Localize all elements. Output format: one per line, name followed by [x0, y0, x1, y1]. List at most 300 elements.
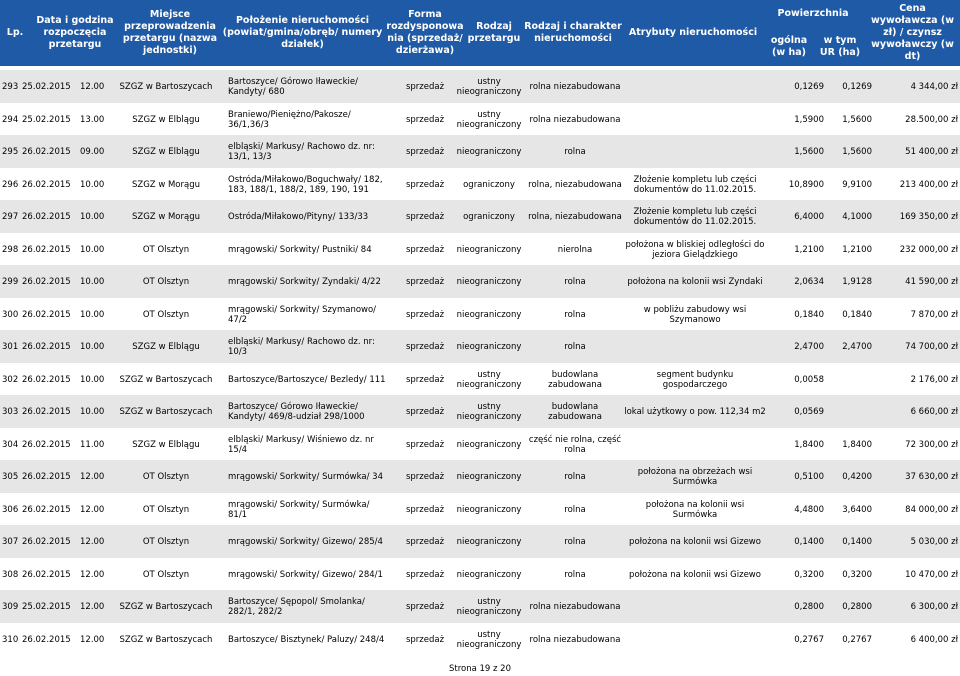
cell-place: [112, 168, 220, 202]
table-row: [0, 265, 960, 299]
cell-time: [80, 525, 110, 559]
cell-price: [874, 558, 958, 592]
header-place: Miejsce przeprowadzenia przetargu (nazwa jednostki): [122, 9, 218, 56]
cell-attributes-text: w pobliżu zabudowy wsi Szymanowo: [643, 304, 747, 325]
cell-place-text: SZGZ w Bartoszycach: [119, 374, 213, 385]
cell-area-ur-text: 3,6400: [842, 504, 872, 515]
cell-kind: [526, 590, 624, 624]
cell-area-ur: [826, 200, 872, 234]
cell-attributes: [624, 168, 766, 202]
cell-lp-text: 302: [2, 374, 19, 385]
cell-location-text: mrągowski/ Sorkwity/ Zyndaki/ 4/22: [228, 277, 381, 287]
cell-type: [456, 70, 522, 104]
cell-lp-text: 299: [2, 277, 19, 287]
cell-location-text: mrągowski/ Sorkwity/ Gizewo/ 285/4: [228, 537, 383, 547]
cell-area-ur-text: 0,3200: [842, 569, 872, 580]
cell-place: [112, 623, 220, 657]
cell-attributes: [624, 460, 766, 494]
cell-area-total-text: 0,5100: [794, 472, 824, 482]
cell-date-text: 26.02.2015: [22, 277, 71, 287]
cell-location-text: Bartoszyce/ Górowo Iławeckie/ Kandyty/ 680: [228, 77, 358, 97]
cell-price-text: 6 300,00 zł: [910, 602, 958, 612]
cell-area-total: [766, 168, 824, 202]
cell-time: [80, 428, 110, 462]
cell-location: [228, 265, 388, 299]
cell-form-text: sprzedaż: [405, 114, 445, 125]
cell-time: [80, 298, 110, 332]
header-lp: Lp.: [6, 27, 24, 38]
cell-area-ur: [826, 363, 872, 397]
cell-kind: [526, 493, 624, 527]
table-row: [0, 395, 960, 429]
cell-area-total-text: 2,0634: [794, 277, 824, 287]
table-row: [0, 330, 960, 364]
cell-time-text: 10.00: [80, 179, 105, 190]
cell-time: [80, 200, 110, 234]
cell-time-text: 12.00: [80, 472, 105, 482]
table-row: [0, 70, 960, 104]
cell-location: [228, 233, 388, 267]
cell-location: [228, 493, 388, 527]
cell-form: [394, 623, 456, 657]
cell-date-text: 26.02.2015: [22, 244, 71, 255]
header-area: Powierzchnia: [777, 8, 849, 19]
cell-place-text: SZGZ w Elblągu: [132, 147, 200, 157]
cell-lp-text: 304: [2, 439, 19, 450]
cell-date-text: 26.02.2015: [22, 212, 71, 222]
cell-attributes: [624, 590, 766, 624]
cell-date: [22, 168, 72, 202]
cell-kind: [526, 70, 624, 104]
cell-area-ur-text: 1,9128: [842, 277, 872, 287]
cell-type-text: ustny nieograniczony: [456, 629, 522, 650]
cell-type: [456, 558, 522, 592]
cell-form: [394, 363, 456, 397]
cell-date: [22, 363, 72, 397]
header-price: Cena wywoławcza (w zł) / czynsz wywoławczy (w dt): [871, 3, 954, 62]
cell-area-total: [766, 330, 824, 364]
cell-form-text: sprzedaż: [405, 179, 445, 190]
cell-lp-text: 307: [2, 537, 19, 547]
cell-lp-text: 310: [2, 634, 19, 645]
cell-kind: [526, 558, 624, 592]
cell-type: [456, 168, 522, 202]
cell-kind-text: rolna niezabudowana: [529, 602, 621, 612]
header-area-ur: w tym UR (ha): [819, 35, 861, 58]
cell-price: [874, 460, 958, 494]
cell-area-ur-text: 1,5600: [842, 114, 872, 125]
cell-form: [394, 330, 456, 364]
cell-location-text: Ostróda/Miłakowo/Boguchwały/ 182, 183, 188/1, 188/2, 189, 190, 191: [228, 174, 383, 195]
cell-kind-text: rolna niezabudowana: [529, 114, 621, 125]
cell-form: [394, 298, 456, 332]
cell-price-text: 84 000,00 zł: [905, 504, 958, 515]
cell-attributes-text: lokal użytkowy o pow. 112,34 m2: [624, 407, 766, 417]
cell-type-text: nieograniczony: [456, 147, 522, 157]
cell-form-text: sprzedaż: [405, 309, 445, 320]
cell-price-text: 232 000,00 zł: [899, 244, 958, 255]
cell-form-text: sprzedaż: [405, 407, 445, 417]
cell-price: [874, 363, 958, 397]
cell-location: [228, 363, 388, 397]
cell-date: [22, 330, 72, 364]
cell-place-text: SZGZ w Bartoszycach: [119, 634, 213, 645]
cell-kind: [526, 363, 624, 397]
cell-location-text: mrągowski/ Sorkwity/ Gizewo/ 284/1: [228, 569, 383, 580]
cell-time: [80, 558, 110, 592]
cell-kind-text: rolna: [564, 277, 586, 287]
cell-time: [80, 460, 110, 494]
cell-place-text: SZGZ w Bartoszycach: [119, 407, 213, 417]
cell-time-text: 13.00: [80, 114, 105, 125]
cell-attributes: [624, 395, 766, 429]
cell-attributes: [624, 200, 766, 234]
cell-attributes-text: Złożenie kompletu lub części dokumentów do 11.02.2015.: [633, 207, 757, 227]
cell-area-total: [766, 200, 824, 234]
cell-kind-text: rolna: [564, 309, 586, 320]
cell-attributes: [624, 623, 766, 657]
cell-time: [80, 135, 110, 169]
cell-area-ur: [826, 135, 872, 169]
cell-price: [874, 428, 958, 462]
cell-kind-text: budowlana zabudowana: [548, 402, 602, 422]
cell-area-total-text: 4,4800: [794, 504, 824, 515]
cell-location-text: Bartoszyce/ Bisztynek/ Paluzy/ 248/4: [228, 634, 385, 645]
cell-location-text: mrągowski/ Sorkwity/ Surmówka/ 81/1: [228, 499, 370, 520]
cell-area-total: [766, 298, 824, 332]
cell-date-text: 26.02.2015: [22, 537, 71, 547]
cell-date-text: 26.02.2015: [22, 179, 71, 190]
cell-price: [874, 200, 958, 234]
cell-area-ur-text: 9,9100: [842, 179, 872, 190]
cell-form: [394, 395, 456, 429]
cell-attributes: [624, 135, 766, 169]
cell-attributes: [624, 233, 766, 267]
cell-area-total-text: 0,3200: [794, 569, 824, 580]
cell-type-text: nieograniczony: [456, 342, 522, 352]
cell-location-text: Ostróda/Miłakowo/Pityny/ 133/33: [228, 212, 369, 222]
cell-time-text: 10.00: [80, 342, 105, 352]
cell-form-text: sprzedaż: [405, 504, 445, 515]
cell-form: [394, 428, 456, 462]
page-footer: Strona 19 z 20: [448, 664, 512, 674]
cell-kind-text: rolna: [564, 147, 586, 157]
cell-type: [456, 265, 522, 299]
cell-type-text: ustny nieograniczony: [456, 597, 522, 617]
cell-area-ur: [826, 70, 872, 104]
cell-date-text: 25.02.2015: [22, 82, 71, 92]
table-row: [0, 103, 960, 137]
cell-time-text: 09.00: [80, 147, 105, 157]
cell-kind-text: rolna, niezabudowana: [528, 212, 622, 222]
cell-price: [874, 168, 958, 202]
cell-lp-text: 300: [2, 309, 19, 320]
cell-lp-text: 296: [2, 179, 19, 190]
cell-area-ur: [826, 298, 872, 332]
cell-date: [22, 135, 72, 169]
cell-area-ur: [826, 558, 872, 592]
cell-price: [874, 265, 958, 299]
cell-type: [456, 363, 522, 397]
cell-location: [228, 298, 388, 332]
cell-lp-text: 297: [2, 212, 19, 222]
cell-place-text: SZGZ w Morągu: [131, 212, 200, 222]
cell-price: [874, 298, 958, 332]
cell-place-text: SZGZ w Elblągu: [132, 114, 200, 125]
cell-form-text: sprzedaż: [405, 634, 445, 645]
cell-form-text: sprzedaż: [405, 212, 445, 222]
cell-lp-text: 303: [2, 407, 19, 417]
cell-time-text: 10.00: [80, 244, 105, 255]
cell-lp-text: 293: [2, 82, 19, 92]
cell-kind: [526, 233, 624, 267]
header-kind: Rodzaj i charakter nieruchomości: [524, 21, 622, 44]
cell-area-ur-text: 0,2800: [842, 602, 872, 612]
cell-time: [80, 363, 110, 397]
cell-price: [874, 330, 958, 364]
cell-price-text: 51 400,00 zł: [905, 147, 958, 157]
cell-place: [112, 590, 220, 624]
cell-attributes-text: segment budynku gospodarczego: [656, 369, 734, 390]
cell-price: [874, 623, 958, 657]
cell-time: [80, 233, 110, 267]
cell-price-text: 213 400,00 zł: [899, 179, 958, 190]
cell-kind: [526, 525, 624, 559]
cell-area-ur: [826, 168, 872, 202]
cell-kind-text: rolna: [564, 537, 586, 547]
cell-kind-text: rolna: [564, 504, 586, 515]
cell-form-text: sprzedaż: [405, 537, 445, 547]
table-row: [0, 623, 960, 657]
cell-form: [394, 200, 456, 234]
cell-area-total-text: 10,8900: [788, 179, 824, 190]
table-row: [0, 493, 960, 527]
cell-place-text: SZGZ w Elblągu: [132, 342, 200, 352]
table-row: [0, 233, 960, 267]
cell-area-ur: [826, 330, 872, 364]
cell-area-total-text: 1,2100: [794, 244, 824, 255]
cell-location-text: Bartoszyce/ Górowo Iławeckie/ Kandyty/ 469/8-udział 298/1000: [228, 402, 365, 422]
cell-time: [80, 265, 110, 299]
cell-area-ur-text: 0,1269: [842, 82, 872, 92]
cell-place-text: SZGZ w Bartoszycach: [119, 602, 213, 612]
cell-kind: [526, 460, 624, 494]
cell-place: [112, 135, 220, 169]
cell-date-text: 26.02.2015: [22, 309, 71, 320]
cell-area-ur: [826, 428, 872, 462]
cell-type-text: nieograniczony: [456, 504, 522, 515]
cell-area-total: [766, 103, 824, 137]
cell-type: [456, 623, 522, 657]
cell-kind-text: rolna niezabudowana: [529, 634, 621, 645]
cell-area-ur: [826, 103, 872, 137]
cell-area-total: [766, 525, 824, 559]
cell-location: [228, 558, 388, 592]
cell-place-text: SZGZ w Bartoszycach: [119, 82, 213, 92]
cell-area-total: [766, 428, 824, 462]
cell-time-text: 10.00: [80, 407, 105, 417]
cell-location-text: Bartoszyce/ Sępopol/ Smolanka/ 282/1, 282/2: [228, 597, 365, 617]
cell-kind-text: rolna, niezabudowana: [528, 179, 622, 190]
table-row: [0, 558, 960, 592]
cell-lp-text: 305: [2, 472, 19, 482]
cell-form: [394, 558, 456, 592]
cell-kind: [526, 428, 624, 462]
cell-type-text: ograniczony: [463, 179, 515, 190]
cell-date: [22, 233, 72, 267]
cell-area-ur-text: 1,2100: [842, 244, 872, 255]
cell-lp-text: 295: [2, 147, 19, 157]
cell-time: [80, 330, 110, 364]
cell-area-ur: [826, 493, 872, 527]
cell-type-text: ustny nieograniczony: [456, 402, 522, 422]
cell-place: [112, 525, 220, 559]
cell-type-text: nieograniczony: [456, 569, 522, 580]
cell-location: [228, 525, 388, 559]
cell-type-text: nieograniczony: [456, 472, 522, 482]
cell-price: [874, 590, 958, 624]
cell-date: [22, 460, 72, 494]
header-form: Forma rozdysponowa nia (sprzedaż/ dzierżawa): [386, 9, 464, 56]
cell-time-text: 11.00: [80, 439, 105, 450]
cell-kind-text: rolna: [564, 569, 586, 580]
header-type: Rodzaj przetargu: [467, 21, 521, 44]
cell-form: [394, 265, 456, 299]
cell-price: [874, 525, 958, 559]
cell-type-text: nieograniczony: [456, 537, 522, 547]
cell-form: [394, 590, 456, 624]
cell-type-text: ustny nieograniczony: [456, 369, 522, 390]
cell-lp-text: 306: [2, 504, 19, 515]
cell-type-text: ograniczony: [463, 212, 515, 222]
cell-place: [112, 460, 220, 494]
cell-place: [112, 70, 220, 104]
cell-place-text: OT Olsztyn: [142, 472, 190, 482]
cell-kind: [526, 330, 624, 364]
cell-kind: [526, 168, 624, 202]
cell-date-text: 26.02.2015: [22, 374, 71, 385]
cell-form: [394, 168, 456, 202]
cell-area-total: [766, 460, 824, 494]
cell-kind-text: budowlana zabudowana: [548, 369, 602, 390]
cell-kind: [526, 395, 624, 429]
cell-location: [228, 135, 388, 169]
cell-lp-text: 294: [2, 114, 19, 125]
cell-price-text: 6 660,00 zł: [910, 407, 958, 417]
cell-type-text: nieograniczony: [456, 439, 522, 450]
cell-place-text: OT Olsztyn: [142, 504, 190, 515]
cell-attributes: [624, 70, 766, 104]
cell-price-text: 37 630,00 zł: [905, 472, 958, 482]
cell-time-text: 10.00: [80, 212, 105, 222]
cell-area-total: [766, 135, 824, 169]
header-attributes: Atrybuty nieruchomości: [628, 27, 758, 38]
cell-kind-text: rolna niezabudowana: [529, 82, 621, 92]
cell-location-text: Bartoszyce/Bartoszyce/ Bezledy/ 111: [228, 374, 386, 385]
cell-type: [456, 525, 522, 559]
cell-price: [874, 493, 958, 527]
cell-type: [456, 233, 522, 267]
cell-price-text: 10 470,00 zł: [905, 569, 958, 580]
cell-form: [394, 70, 456, 104]
cell-type-text: ustny nieograniczony: [456, 77, 522, 97]
cell-price-text: 6 400,00 zł: [910, 634, 958, 645]
cell-price: [874, 395, 958, 429]
cell-date: [22, 558, 72, 592]
cell-location: [228, 168, 388, 202]
cell-area-ur: [826, 525, 872, 559]
cell-lp-text: 308: [2, 569, 19, 580]
cell-area-total-text: 2,4700: [794, 342, 824, 352]
cell-area-total: [766, 395, 824, 429]
cell-place-text: OT Olsztyn: [142, 537, 190, 547]
cell-date: [22, 70, 72, 104]
cell-date: [22, 200, 72, 234]
table-row: [0, 525, 960, 559]
cell-place: [112, 363, 220, 397]
cell-location: [228, 590, 388, 624]
table-row: [0, 168, 960, 202]
cell-attributes-text: położona na kolonii wsi Gizewo: [629, 569, 761, 580]
cell-type: [456, 590, 522, 624]
cell-location-text: elbląski/ Markusy/ Rachowo dz. nr: 13/1, 13/3: [228, 142, 375, 162]
table-row: [0, 363, 960, 397]
cell-price-text: 2 176,00 zł: [910, 374, 958, 385]
cell-location-text: mrągowski/ Sorkwity/ Szymanowo/ 47/2: [228, 304, 377, 325]
cell-price-text: 5 030,00 zł: [910, 537, 958, 547]
cell-attributes-text: położona na kolonii wsi Zyndaki: [627, 277, 763, 287]
cell-area-total: [766, 493, 824, 527]
cell-date-text: 25.02.2015: [22, 602, 71, 612]
cell-price-text: 28.500,00 zł: [905, 114, 958, 125]
cell-date-text: 26.02.2015: [22, 407, 71, 417]
cell-date: [22, 590, 72, 624]
cell-place: [112, 265, 220, 299]
cell-time: [80, 493, 110, 527]
cell-time-text: 12.00: [80, 537, 105, 547]
cell-location: [228, 103, 388, 137]
cell-form: [394, 135, 456, 169]
cell-kind: [526, 135, 624, 169]
cell-area-ur: [826, 460, 872, 494]
cell-form-text: sprzedaż: [405, 472, 445, 482]
cell-time-text: 10.00: [80, 309, 105, 320]
cell-area-total: [766, 590, 824, 624]
cell-location: [228, 330, 388, 364]
cell-attributes: [624, 493, 766, 527]
cell-place-text: OT Olsztyn: [142, 277, 190, 287]
cell-date: [22, 265, 72, 299]
cell-time-text: 12.00: [80, 504, 105, 515]
cell-date: [22, 103, 72, 137]
cell-date: [22, 395, 72, 429]
cell-place-text: SZGZ w Morągu: [131, 179, 200, 190]
cell-area-ur-text: 1,8400: [842, 439, 872, 450]
cell-type: [456, 493, 522, 527]
header-location: Położenie nieruchomości (powiat/gmina/obręb/ numery działek): [222, 15, 383, 50]
cell-date-text: 26.02.2015: [22, 504, 71, 515]
cell-attributes: [624, 428, 766, 462]
cell-type-text: ustny nieograniczony: [456, 109, 522, 130]
cell-type: [456, 428, 522, 462]
cell-attributes-text: położona na kolonii wsi Surmówka: [645, 499, 745, 520]
cell-location-text: Braniewo/Pieniężno/Pakosze/ 36/1,36/3: [228, 109, 351, 130]
cell-lp-text: 309: [2, 602, 19, 612]
cell-area-total-text: 0,2800: [794, 602, 824, 612]
cell-time-text: 12.00: [80, 82, 105, 92]
cell-kind-text: rolna: [564, 472, 586, 482]
cell-area-total-text: 6,4000: [794, 212, 824, 222]
